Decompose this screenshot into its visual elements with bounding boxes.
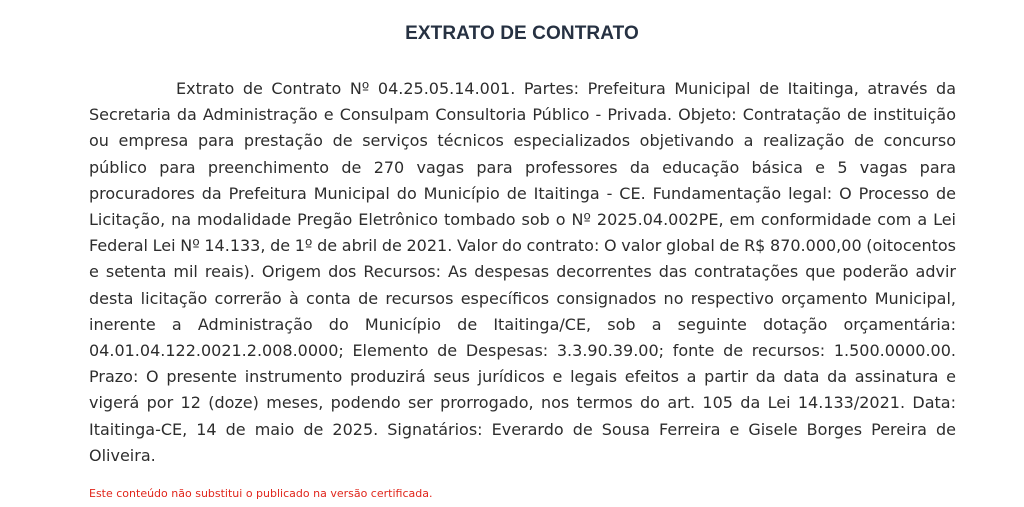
certification-disclaimer: Este conteúdo não substitui o publicado na versão certificada. [89, 487, 433, 500]
contract-extract-text: Extrato de Contrato Nº 04.25.05.14.001. Partes: Prefeitura Municipal de Itaitinga, através da Secretaria da Administração e Consulpam Consultoria Público - Privada. Objeto: Contratação de instituição ou empresa para prestação de serviços técnicos especializados objetivando a realização de concurso público para preenchimento de 270 vagas para professores da educação básica e 5 vagas para procuradores da Prefeitura Municipal do Município de Itaitinga - CE. Fundamentação legal: O Processo de Licitação, na modalidade Pregão Eletrônico tombado sob o Nº 2025.04.002PE, em conformidade com a Lei Federal Lei Nº 14.133, de 1º de abril de 2021. Valor do contrato: O valor global de R$ 870.000,00 (oitocentos e setenta mil reais). Origem dos Recursos: As despesas decorrentes das contratações que poderão advir desta licitação correrão à conta de recursos específicos consignados no respectivo orçamento Municipal, inerente a Administração do Município de Itaitinga/CE, sob a seguinte dotação orçamentária: 04.01.04.122.0021.2.008.0000; Elemento de Despesas: 3.3.90.39.00; fonte de recursos: 1.500.0000.00. Prazo: O presente instrumento produzirá seus jurídicos e legais efeitos a partir da data da assinatura e vigerá por 12 (doze) meses, podendo ser prorrogado, nos termos do art. 105 da Lei 14.133/2021. Data: Itaitinga-CE, 14 de maio de 2025. Signatários: Everardo de Sousa Ferreira e Gisele Borges Pereira de Oliveira. [89, 79, 956, 465]
document-title: EXTRATO DE CONTRATO [405, 23, 639, 44]
